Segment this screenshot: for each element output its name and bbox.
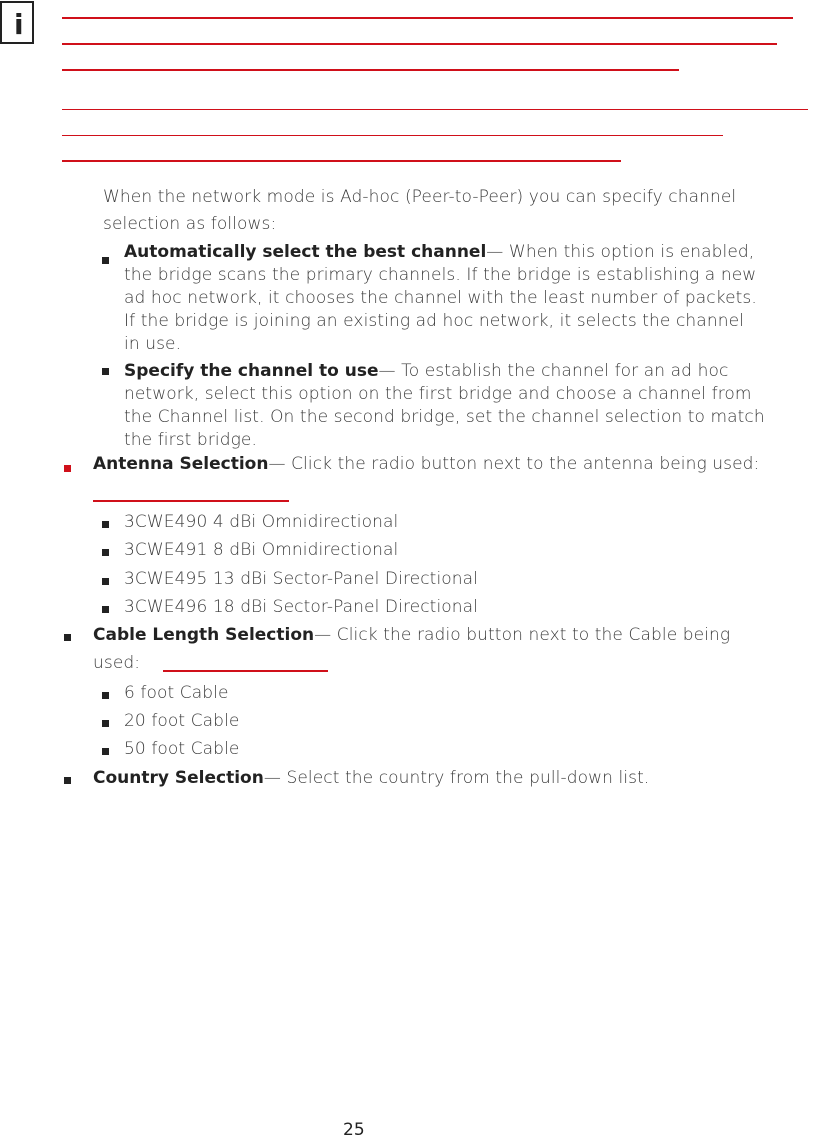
country-selection xyxy=(93,767,813,790)
option-title: Automatically select the best channel xyxy=(124,242,487,262)
page-number: 25 xyxy=(343,1120,365,1140)
separator: — xyxy=(263,768,287,788)
bullet-icon xyxy=(102,720,109,727)
bullet-icon xyxy=(102,578,109,585)
antenna-item: 3CWE490 4 dBi Omnidirectional xyxy=(124,512,399,532)
redaction-line xyxy=(163,670,328,672)
option-desc: the bridge scans the primary channels. If the bridge is establishing a new xyxy=(124,265,757,285)
separator: — xyxy=(268,454,292,474)
channel-option-auto xyxy=(124,241,813,356)
separator: — xyxy=(486,242,509,262)
option-desc: the first bridge. xyxy=(124,430,257,450)
country-title: Country Selection xyxy=(93,768,264,788)
bullet-icon xyxy=(102,257,109,264)
option-desc: When this option is enabled, xyxy=(508,242,755,262)
bullet-icon xyxy=(64,465,71,472)
bullet-icon xyxy=(64,777,71,784)
redaction-line xyxy=(62,135,723,136)
redaction-line xyxy=(62,109,808,110)
bullet-icon xyxy=(102,748,109,755)
antenna-selection xyxy=(93,453,813,476)
option-desc: ad hoc network, it chooses the channel with the least number of packets. xyxy=(124,288,757,308)
redaction-line xyxy=(62,69,679,71)
intro-paragraph: When the network mode is Ad-hoc (Peer-to-Peer) you can specify channel selection as follows: xyxy=(103,187,737,234)
channel-option-specify xyxy=(124,360,813,452)
option-desc: in use. xyxy=(124,334,182,354)
option-desc: network, select this option on the first bridge and choose a channel from xyxy=(124,384,752,404)
antenna-item: 3CWE495 13 dBi Sector-Panel Directional xyxy=(124,569,478,589)
cable-desc-cont: used: xyxy=(93,653,141,673)
option-desc: If the bridge is joining an existing ad hoc network, it selects the channel xyxy=(124,311,744,331)
antenna-title: Antenna Selection xyxy=(93,454,269,474)
bullet-icon xyxy=(102,521,109,528)
redaction-line xyxy=(62,160,621,162)
info-icon: i xyxy=(0,1,34,44)
cable-selection xyxy=(93,624,813,647)
option-desc: To establish the channel for an ad hoc xyxy=(401,361,729,381)
bullet-icon xyxy=(64,634,71,641)
bullet-icon xyxy=(102,549,109,556)
antenna-desc: Click the radio button next to the antenna being used: xyxy=(291,454,760,474)
cable-desc: Click the radio button next to the Cable being xyxy=(336,625,731,645)
redaction-line xyxy=(93,500,289,502)
option-title: Specify the channel to use xyxy=(124,361,379,381)
redaction-line xyxy=(62,17,793,19)
option-desc: the Channel list. On the second bridge, set the channel selection to match xyxy=(124,407,765,427)
bullet-icon xyxy=(102,692,109,699)
redaction-line xyxy=(62,43,777,45)
antenna-item: 3CWE496 18 dBi Sector-Panel Directional xyxy=(124,597,478,617)
cable-item: 6 foot Cable xyxy=(124,683,229,703)
bullet-icon xyxy=(102,606,109,613)
country-desc: Select the country from the pull-down list. xyxy=(286,768,650,788)
bullet-icon xyxy=(102,368,109,375)
antenna-item: 3CWE491 8 dBi Omnidirectional xyxy=(124,540,399,560)
cable-title: Cable Length Selection xyxy=(93,625,315,645)
cable-item: 50 foot Cable xyxy=(124,739,240,759)
cable-item: 20 foot Cable xyxy=(124,711,240,731)
separator: — xyxy=(314,625,337,645)
separator: — xyxy=(378,361,402,381)
